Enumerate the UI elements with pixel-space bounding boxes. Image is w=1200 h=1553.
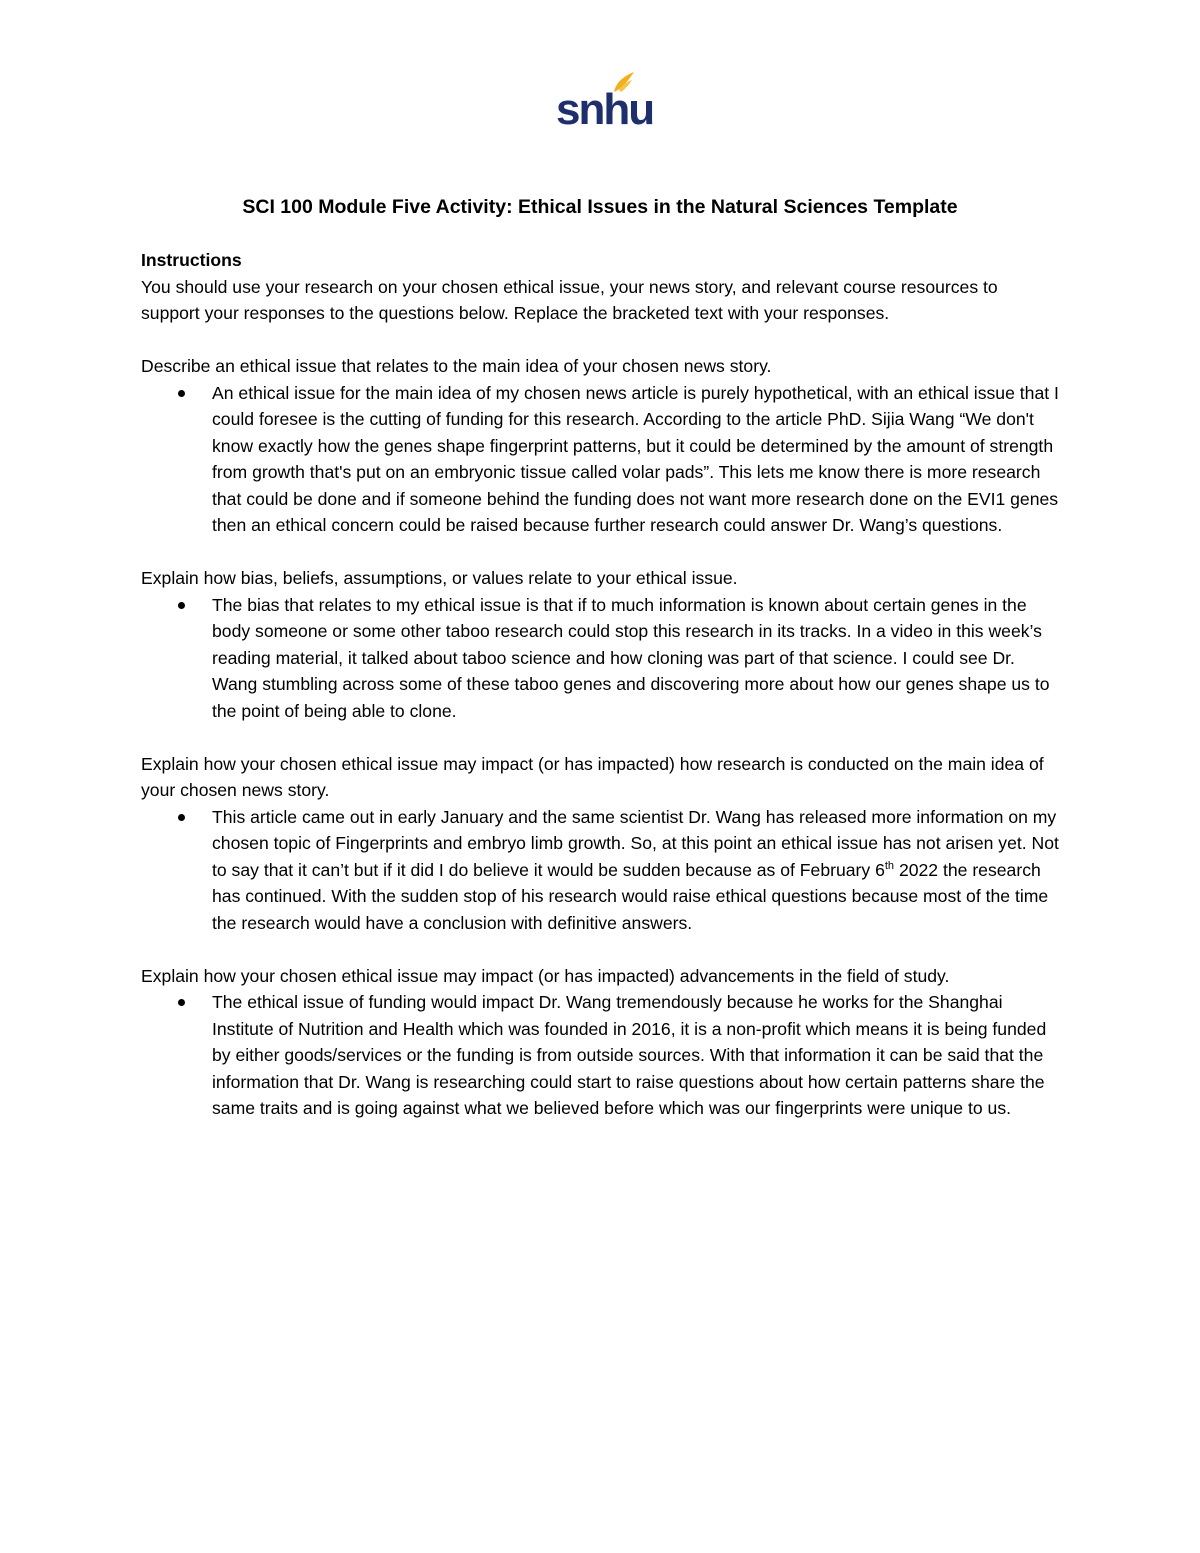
bullet-icon	[178, 390, 185, 397]
question-3: Explain how your chosen ethical issue may impact (or has impacted) how research is conducted on the main idea of your chosen news story.	[141, 753, 1044, 800]
answer-list-3	[141, 804, 1061, 937]
answer-list-1	[141, 380, 1061, 539]
snhu-logo	[552, 70, 654, 136]
document-title: SCI 100 Module Five Activity: Ethical Issues in the Natural Sciences Template	[242, 196, 958, 218]
answer-4	[141, 989, 1061, 1122]
bullet-icon	[178, 999, 185, 1006]
answer-1-text: An ethical issue for the main idea of my chosen news article is purely hypothetical, with an ethical issue that I could foresee is the cutting of funding for this research. According to the article PhD. Sijia Wang “We don't know exactly how the genes shape fingerprint patterns, but it could be determined by the amount of strength from growth that's put on an embryonic tissue called volar pads”. This lets me know there is more research that could be done and if someone behind the funding does not want more research done on the EVI1 genes then an ethical concern could be raised because further research could answer Dr. Wang’s questions.	[212, 382, 1059, 535]
answer-1	[141, 380, 1061, 539]
instructions-heading: Instructions	[141, 250, 242, 270]
answer-list-2	[141, 592, 1061, 725]
answer-3-text-part2: 2022 the research has continued. With the sudden stop of his research would raise ethical questions because most of the time the research would have a conclusion with definitive answers.	[212, 859, 1049, 933]
bullet-icon	[178, 814, 185, 821]
instructions-text: You should use your research on your chosen ethical issue, your news story, and relevant course resources to support your responses to the questions below. Replace the bracketed text with your responses.	[141, 276, 998, 323]
question-4: Explain how your chosen ethical issue may impact (or has impacted) advancements in the field of study.	[141, 965, 950, 986]
superscript-th: th	[884, 859, 895, 872]
answer-4-text: The ethical issue of funding would impact Dr. Wang tremendously because he works for the Shanghai Institute of Nutrition and Health which was founded in 2016, it is a non-profit which means it is being funded by either goods/services or the funding is from outside sources. With that information it can be said that the information that Dr. Wang is researching could start to raise questions about how certain patterns share the same traits and is going against what we believed before which was our fingerprints were unique to us.	[212, 992, 1047, 1118]
question-1: Describe an ethical issue that relates to the main idea of your chosen news story.	[141, 356, 772, 376]
answer-3	[141, 804, 1061, 937]
logo-wordmark: snhu	[556, 85, 654, 134]
answer-list-4	[141, 989, 1061, 1122]
answer-2	[141, 592, 1061, 725]
bullet-icon	[178, 602, 185, 609]
answer-2-text: The bias that relates to my ethical issue is that if to much information is known about certain genes in the body someone or some other taboo research could stop this research in its tracks. In a video in this week’s reading material, it talked about taboo science and how cloning was part of that science. I could see Dr. Wang stumbling across some of these taboo genes and discovering more about how our genes shape us to the point of being able to clone.	[212, 594, 1050, 721]
answer-3-text-part1: This article came out in early January and the same scientist Dr. Wang has released more information on my chosen topic of Fingerprints and embryo limb growth. So, at this point an ethical issue has not arisen yet. Not to say that it can’t but if it did I do believe it would be sudden because as of February 6	[212, 806, 1059, 880]
document-body	[141, 247, 1061, 1122]
question-2: Explain how bias, beliefs, assumptions, or values relate to your ethical issue.	[141, 568, 738, 588]
